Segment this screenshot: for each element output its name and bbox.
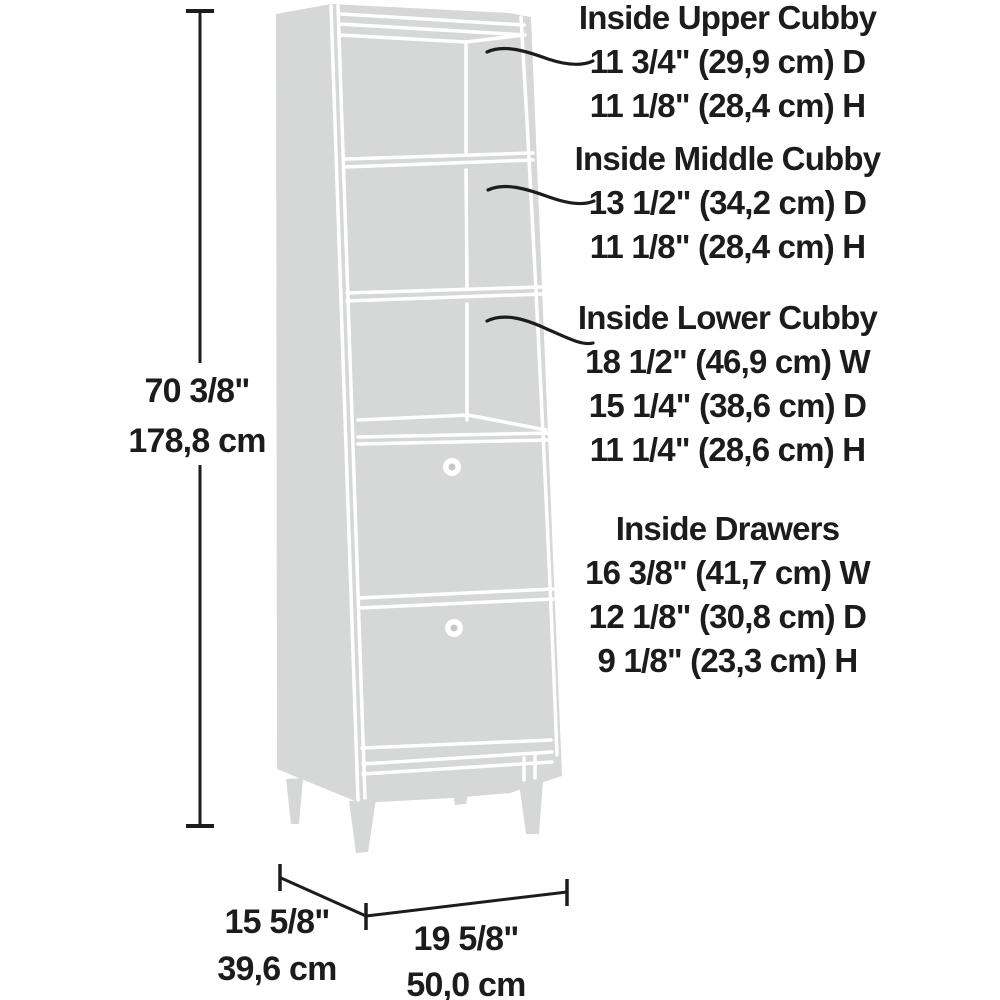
overall-height-dimension	[97, 366, 297, 466]
width-imperial-value: 19 5/8"	[413, 920, 519, 958]
spec-line: 11 1/8" (28,4 cm) H	[589, 87, 866, 124]
height-imperial-value: 70 3/8"	[144, 372, 250, 410]
cabinet-leg-front-left	[349, 799, 376, 853]
spec-line: 9 1/8" (23,3 cm) H	[597, 642, 858, 679]
depth-imperial-value: 15 5/8"	[224, 903, 330, 941]
depth-metric-value: 39,6 cm	[217, 950, 337, 988]
spec-line: 11 1/8" (28,4 cm) H	[589, 228, 866, 265]
spec-title: Inside Middle Cubby	[574, 140, 881, 177]
cabinet-leg-front-right	[519, 781, 543, 834]
upper-drawer-knob	[443, 458, 461, 476]
spec-group-drawers	[490, 507, 965, 683]
lower-drawer-knob	[445, 619, 463, 637]
width-metric-value: 50,0 cm	[406, 966, 526, 1000]
spec-title: Inside Lower Cubby	[577, 299, 878, 336]
cabinet-leg-rear-left	[286, 778, 303, 824]
cabinet-leg-rear-right	[452, 789, 469, 805]
spec-group-middle-cubby	[490, 137, 965, 269]
spec-group-lower-cubby	[490, 296, 965, 472]
spec-line: 13 1/2" (34,2 cm) D	[588, 184, 867, 221]
spec-line: 16 3/8" (41,7 cm) W	[585, 554, 870, 591]
spec-line: 11 3/4" (29,9 cm) D	[589, 43, 866, 80]
spec-line: 15 1/4" (38,6 cm) D	[588, 387, 867, 424]
spec-line: 12 1/8" (30,8 cm) D	[588, 598, 867, 635]
overall-width-dimension	[366, 916, 566, 1000]
spec-title: Inside Drawers	[615, 510, 840, 547]
spec-line: 18 1/2" (46,9 cm) W	[585, 343, 870, 380]
spec-group-upper-cubby	[490, 0, 965, 128]
spec-title: Inside Upper Cubby	[578, 0, 877, 36]
height-metric-value: 178,8 cm	[128, 422, 266, 460]
overall-depth-dimension	[177, 899, 377, 993]
spec-line: 11 1/4" (28,6 cm) H	[589, 431, 866, 468]
